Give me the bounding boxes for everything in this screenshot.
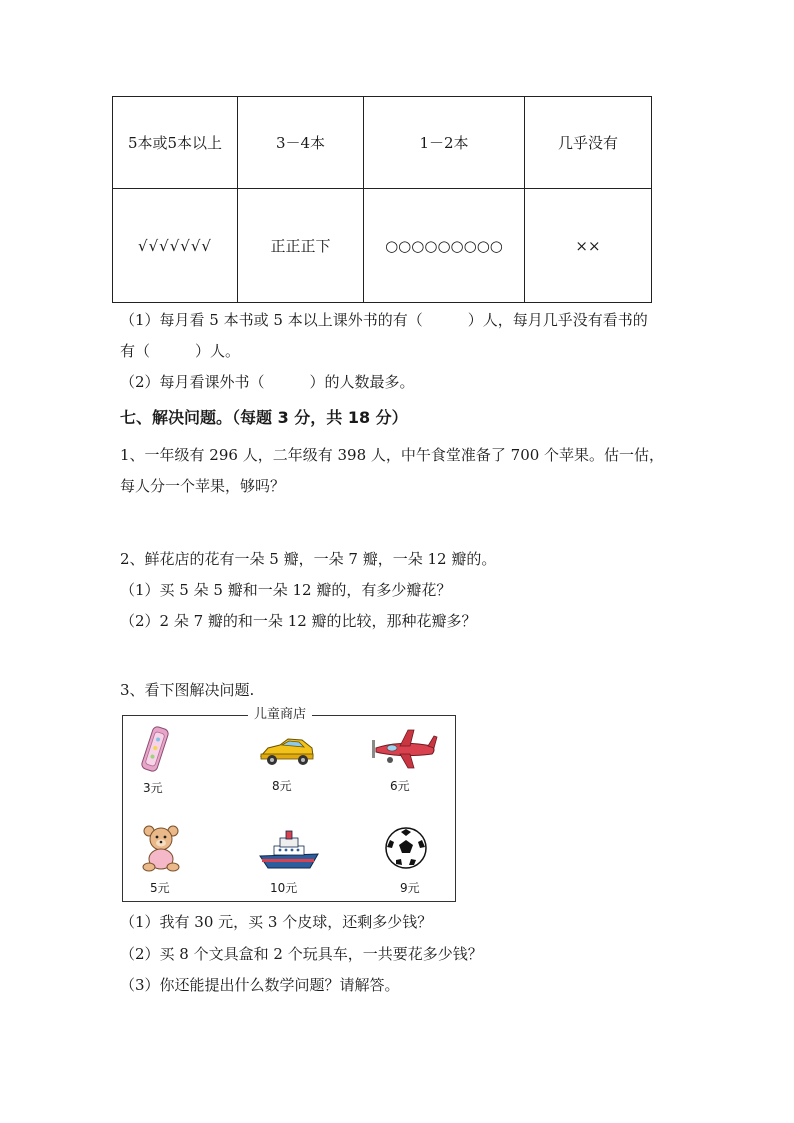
toy-car-icon — [258, 734, 316, 768]
problem-2-question-1: （1）买 5 朵 5 瓣和一朵 12 瓣的，有多少瓣花？ — [120, 581, 452, 599]
price-toy-ship: 10元 — [270, 881, 298, 895]
problem-3-question-3: （3）你还能提出什么数学问题？请解答。 — [120, 976, 400, 994]
problem-3-question-2: （2）买 8 个文具盒和 2 个玩具车，一共要花多少钱？ — [120, 945, 483, 963]
tally-crosses: ×× — [575, 236, 601, 255]
problem-1-line1: 1、一年级有 296 人，二年级有 398 人，中午食堂准备了 700 个苹果。估一估， — [120, 446, 665, 464]
price-teddy-bear: 5元 — [150, 881, 170, 895]
tally-cell — [525, 189, 652, 303]
price-soccer-ball: 9元 — [400, 881, 420, 895]
problem-2-question-2: （2）2 朵 7 瓣的和一朵 12 瓣的比较，那种花瓣多？ — [120, 612, 477, 630]
problem-3-intro: 3、看下图解决问题. — [120, 681, 255, 699]
tally-circles: ○○○○○○○○○ — [385, 236, 503, 255]
q6-question-1-line2: 有（ ）人。 — [120, 342, 241, 360]
shop-title: 儿童商店 — [248, 706, 312, 724]
table-header-cell: 5本或5本以上 — [113, 97, 238, 189]
price-toy-plane: 6元 — [390, 779, 410, 793]
price-pencil-case: 3元 — [143, 781, 163, 795]
section-heading: 七、解决问题。（每题 3 分，共 18 分） — [120, 408, 408, 427]
table-header-cell: 几乎没有 — [525, 97, 652, 189]
table-tally-row — [113, 189, 652, 303]
table-header-row — [113, 97, 652, 189]
table-header-cell: 1－2本 — [364, 97, 525, 189]
survey-table — [112, 96, 652, 303]
tally-cell — [364, 189, 525, 303]
toy-ship-icon — [258, 828, 320, 872]
problem-1-line2: 每人分一个苹果，够吗？ — [120, 477, 286, 495]
problem-3-question-1: （1）我有 30 元，买 3 个皮球，还剩多少钱？ — [120, 913, 433, 931]
q6-question-1-line1: （1）每月看 5 本书或 5 本以上课外书的有（ ）人，每月几乎没有看书的 — [120, 311, 648, 329]
tally-checks: √√√√√√√ — [138, 236, 212, 255]
tally-zheng: 正正正下 — [270, 237, 331, 255]
toy-plane-icon — [370, 726, 440, 772]
tally-cell — [113, 189, 238, 303]
teddy-bear-icon — [140, 823, 182, 873]
soccer-ball-icon — [384, 826, 428, 870]
table-header-cell: 3－4本 — [238, 97, 364, 189]
q6-question-2: （2）每月看课外书（ ）的人数最多。 — [120, 373, 415, 391]
pencil-case-icon — [140, 724, 170, 774]
problem-2-intro: 2、鲜花店的花有一朵 5 瓣，一朵 7 瓣，一朵 12 瓣的。 — [120, 550, 497, 568]
tally-cell — [238, 189, 364, 303]
price-toy-car: 8元 — [272, 779, 292, 793]
